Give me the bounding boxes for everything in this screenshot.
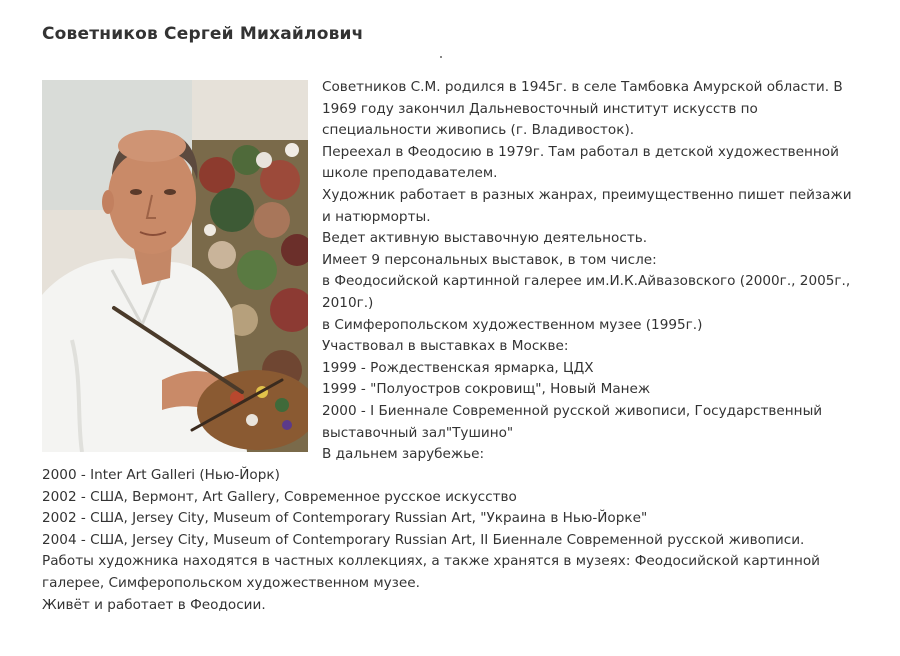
collections-line: галерее, Симферопольском художественном музее. bbox=[42, 574, 420, 591]
exhibition-line: 2004 - США, Jersey City, Museum of Contemporary Russian Art, II Биеннале Современной русской живописи. bbox=[42, 531, 805, 548]
bio-line: в Симферопольском художественном музее (1995г.) bbox=[322, 316, 703, 333]
bio-line: 2010г.) bbox=[322, 294, 374, 311]
bio-line: Переехал в Феодосию в 1979г. Там работал в детской художественной bbox=[322, 143, 839, 160]
page-title: Советников Сергей Михайлович bbox=[42, 24, 364, 44]
exhibition-line: 2002 - США, Jersey City, Museum of Contemporary Russian Art, "Украина в Нью-Йорке" bbox=[42, 510, 648, 527]
bio-line: школе преподавателем. bbox=[322, 165, 498, 182]
bio-line: 1999 - "Полуостров сокровищ", Новый Манеж bbox=[322, 381, 651, 398]
bio-line: Участвовал в выставках в Москве: bbox=[322, 338, 569, 355]
exhibition-line: 2002 - США, Вермонт, Art Gallery, Современное русское искусство bbox=[42, 488, 517, 505]
bio-line: 2000 - I Биеннале Современной русской живописи, Государственный bbox=[322, 402, 823, 419]
bio-line: Советников С.М. родился в 1945г. в селе Тамбовка Амурской области. В bbox=[322, 79, 843, 95]
biography-text bbox=[322, 77, 882, 466]
exhibition-line: 2000 - Inter Art Galleri (Нью-Йорк) bbox=[42, 467, 280, 483]
collections-line: Работы художника находятся в частных коллекциях, а также хранятся в музеях: Феодосийской картинной bbox=[42, 553, 820, 570]
bio-line: Ведет активную выставочную деятельность. bbox=[322, 230, 648, 247]
bio-line: В дальнем зарубежье: bbox=[322, 446, 485, 463]
bio-line: специальности живопись (г. Владивосток). bbox=[322, 122, 635, 139]
exhibitions-abroad-text bbox=[42, 465, 882, 616]
stray-dot bbox=[440, 56, 442, 58]
bio-line: 1999 - Рождественская ярмарка, ЦДХ bbox=[322, 359, 594, 376]
bio-line: Художник работает в разных жанрах, преимущественно пишет пейзажи bbox=[322, 186, 852, 203]
artist-portrait-photo bbox=[42, 80, 308, 452]
bio-line: и натюрморты. bbox=[322, 208, 431, 225]
bio-line: выставочный зал"Тушино" bbox=[322, 424, 514, 441]
bio-line: в Феодосийской картинной галерее им.И.К.Айвазовского (2000г., 2005г., bbox=[322, 273, 851, 290]
bio-line: Имеет 9 персональных выставок, в том числе: bbox=[322, 251, 657, 268]
residence-line: Живёт и работает в Феодосии. bbox=[42, 596, 266, 613]
bio-line: 1969 году закончил Дальневосточный институт искусств по bbox=[322, 100, 758, 117]
